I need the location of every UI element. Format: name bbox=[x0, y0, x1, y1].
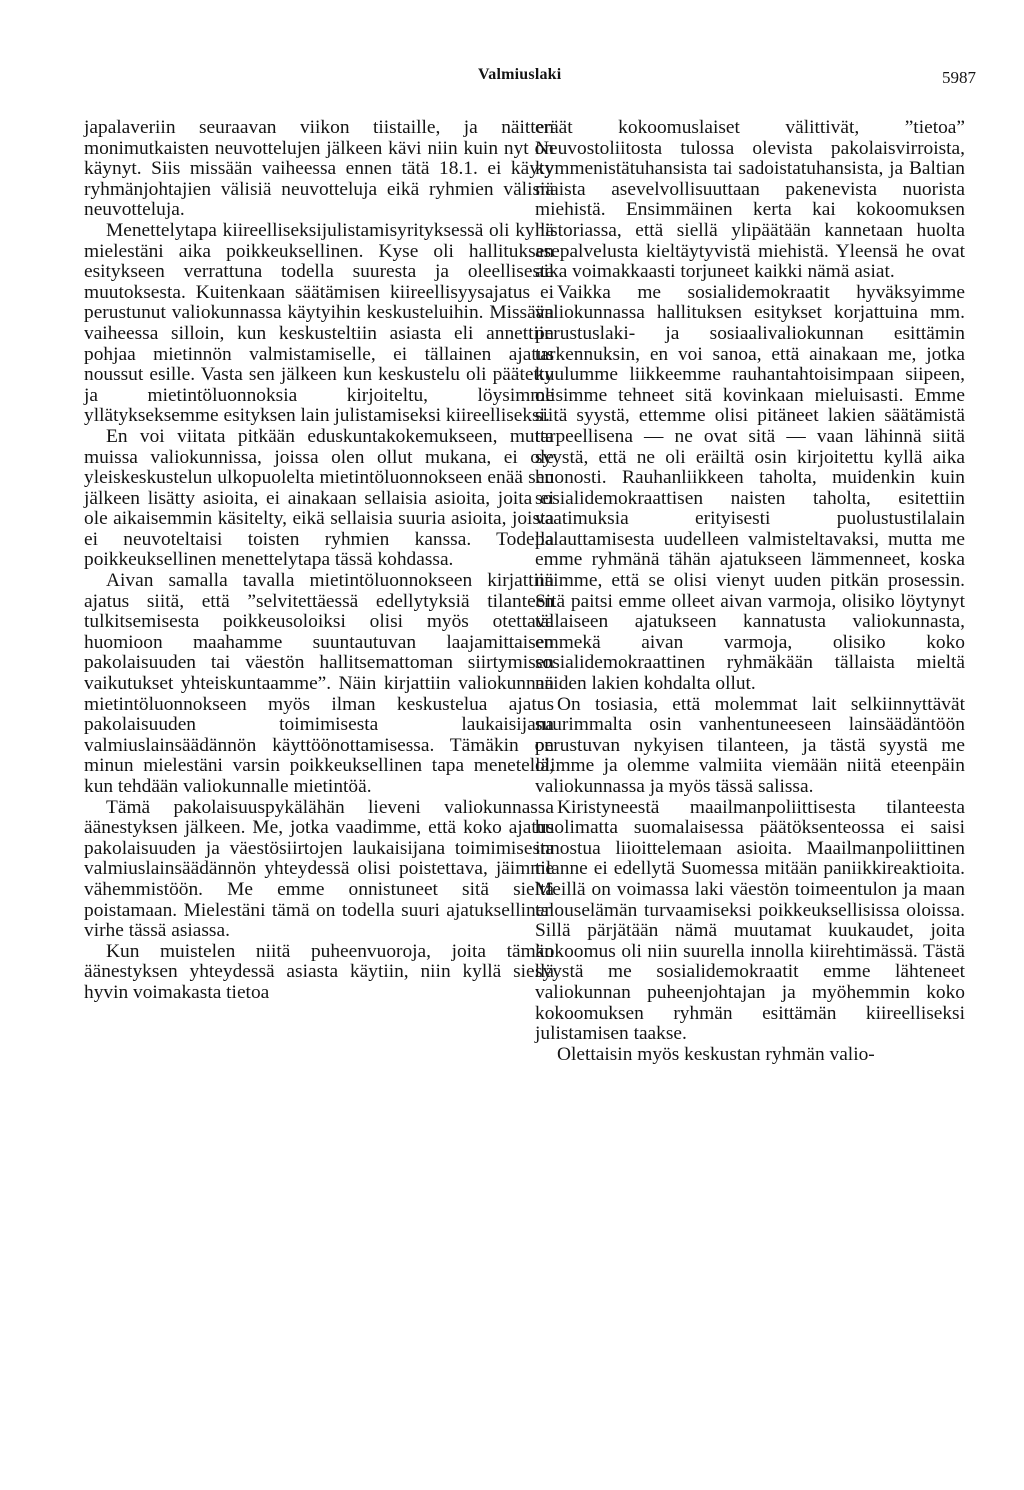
right-column bbox=[535, 118, 965, 1065]
paragraph: eräät kokoomuslaiset välittivät, ”tietoa” Neuvostoliitosta tulossa olevista pakolaisvirroista, kymmenistätuhansista tai sadoistatuhansista, ja Baltian maista asevelvollisuuttaan pakenevista nuorista miehistä. Ensimmäinen kerta kai kokoomuksen historiassa, että siellä ylipäätään kannetaan huolta asepalvelusta kieltäytyvistä miehistä. Yleensä he ovat aika voimakkaasti torjuneet kaikki nämä asiat. bbox=[535, 117, 965, 283]
paragraph: Vaikka me sosialidemokraatit hyväksyimme valiokunnassa hallituksen esitykset korjattuina mm. perustuslaki- ja sosiaalivaliokunnan esittämin tarkennuksin, en voi sanoa, että ainakaan me, jotka kuulumme liikkeemme rauhantahtoisimpaan siipeen, olisimme tehneet sitä kovinkaan mieluisasti. Emme siitä syystä, ettemme olisi pitäneet lakien säätämistä tarpeellisena — ne ovat sitä — vaan lähinnä siitä syystä, että ne oli eräiltä osin kirjoitettu kyllä aika huonosti. Rauhanliikkeen taholta, muidenkin kuin sosialidemokraattisen naisten taholta, esitettiin vaatimuksia erityisesti puolustustilalain palauttamisesta uudelleen valmisteltavaksi, mutta me emme ryhmänä tähän ajatukseen lämmenneet, koska näimme, että se olisi vienyt uuden pitkän prosessin. Sitä paitsi emme olleet aivan varmoja, olisiko löytynyt tällaiseen ajatukseen kannatusta valiokunnasta, emmekä aivan varmoja, olisiko koko sosialidemokraattinen ryhmäkään tällaista mieltä näiden lakien kohdalta ollut. bbox=[535, 281, 965, 695]
paragraph: Kiristyneestä maailmanpoliittisesta tilanteesta huolimatta suomalaisessa päätöksenteossa ei saisi innostua liioittelemaan asioita. Maailmanpoliittinen tilanne ei edellytä Suomessa mitään paniikkireaktioita. Meillä on voimassa laki väestön toimeentulon ja maan talouselämän turvaamiseksi poikkeuksellisissa oloissa. Sillä pärjätään nämä muutamat kuukaudet, joita kokoomus oli niin suurella innolla kiirehtimässä. Tästä syystä me sosialidemokraatit emme lähteneet valiokunnan puheenjohtajan ja myöhemmin koko kokoomuksen ryhmän esittämän kiireelliseksi julistamisen taakse. bbox=[535, 796, 965, 1045]
paragraph: Tämä pakolaisuuspykälähän lieveni valiokunnassa äänestyksen jälkeen. Me, jotka vaadimme, että koko ajatus pakolaisuuden ja väestösiirtojen laukaisijana toimimisesta valmiuslainsäädännön yhteydessä olisi poistettava, jäimme vähemmistöön. Me emme onnistuneet sitä sieltä poistamaan. Mielestäni tämä on todella suuri ajatuksellinen virhe tässä asiassa. bbox=[84, 796, 554, 942]
paragraph: Aivan samalla tavalla mietintöluonnokseen kirjattiin ajatus siitä, että ”selvitettäessä edellytyksiä tilanteen tulkitsemisesta poikkeusoloiksi olisi myös otettava huomioon maahamme suuntautuvan laajamittaisen pakolaisuuden tai väestön hallitsemattoman siirtymisen vaikutukset yhteiskuntaamme”. Näin kirjattiin valiokunnan mietintöluonnokseen myös ilman keskustelua ajatus pakolaisuuden toimimisesta laukaisijana valmiuslainsäädännön käyttöönottamisessa. Tämäkin on minun mielestäni varsin poikkeuksellinen tapa menetellä, kun tehdään valiokunnalle mietintöä. bbox=[84, 570, 554, 797]
paragraph: On tosiasia, että molemmat lait selkiinnyttävät suurimmalta osin vanhentuneeseen lainsäädäntöön perustuvan nykyisen tilanteen, ja tästä syystä me olimme ja olemme valmiita viemään niitä eteenpäin valiokunnassa ja myös tässä salissa. bbox=[535, 693, 965, 797]
paragraph: En voi viitata pitkään eduskuntakokemukseen, mutta muissa valiokunnissa, joissa olen ollut mukana, ei ole yleiskeskustelun ulkopuolelta mietintöluonnokseen enää sen jälkeen lisätty asioita, ei ainakaan sellaisia asioita, joita ei ole aikaisemmin käsitelty, eikä sellaisia suuria asioita, joista ei neuvoteltaisi toisten ryhmien kanssa. Todella poikkeuksellinen menettelytapa tässä kohdassa. bbox=[84, 425, 554, 571]
running-title: Valmiuslaki bbox=[478, 66, 562, 83]
page-number: 5987 bbox=[942, 68, 976, 87]
paragraph: Kun muistelen niitä puheenvuoroja, joita tämän äänestyksen yhteydessä asiasta käytiin, niin kyllä siellä hyvin voimakasta tietoa bbox=[84, 940, 554, 1003]
paragraph: japalaveriin seuraavan viikon tiistaille, ja näitten monimutkaisten neuvottelujen jälkeen kävi niin kuin nyt on käynyt. Siis missään vaiheessa ennen tätä 18.1. ei käyty ryhmänjohtajien välisiä neuvotteluja eikä ryhmien välisiä neuvotteluja. bbox=[84, 117, 554, 221]
left-column bbox=[84, 118, 554, 1004]
paragraph: Menettelytapa kiireelliseksijulistamisyrityksessä oli kyllä mielestäni aika poikkeuksellinen. Kyse oli hallituksen esitykseen verrattuna todella suuresta ja oleellisesta muutoksesta. Kuitenkaan säätämisen kiireellisyysajatus ei perustunut valiokunnassa käytyihin keskusteluihin. Missään vaiheessa silloin, kun keskusteltiin asiasta eli annettiin pohjaa mietinnön valmistamiselle, ei tällainen ajatus noussut esille. Vasta sen jälkeen kun keskustelu oli päätetty ja mietintöluonnoksia kirjoiteltu, löysimme yllätykseksemme esityksen lain julistamiseksi kiireelliseksi. bbox=[84, 219, 554, 427]
paragraph: Olettaisin myös keskustan ryhmän valio- bbox=[557, 1043, 875, 1065]
page-header bbox=[0, 66, 1024, 90]
